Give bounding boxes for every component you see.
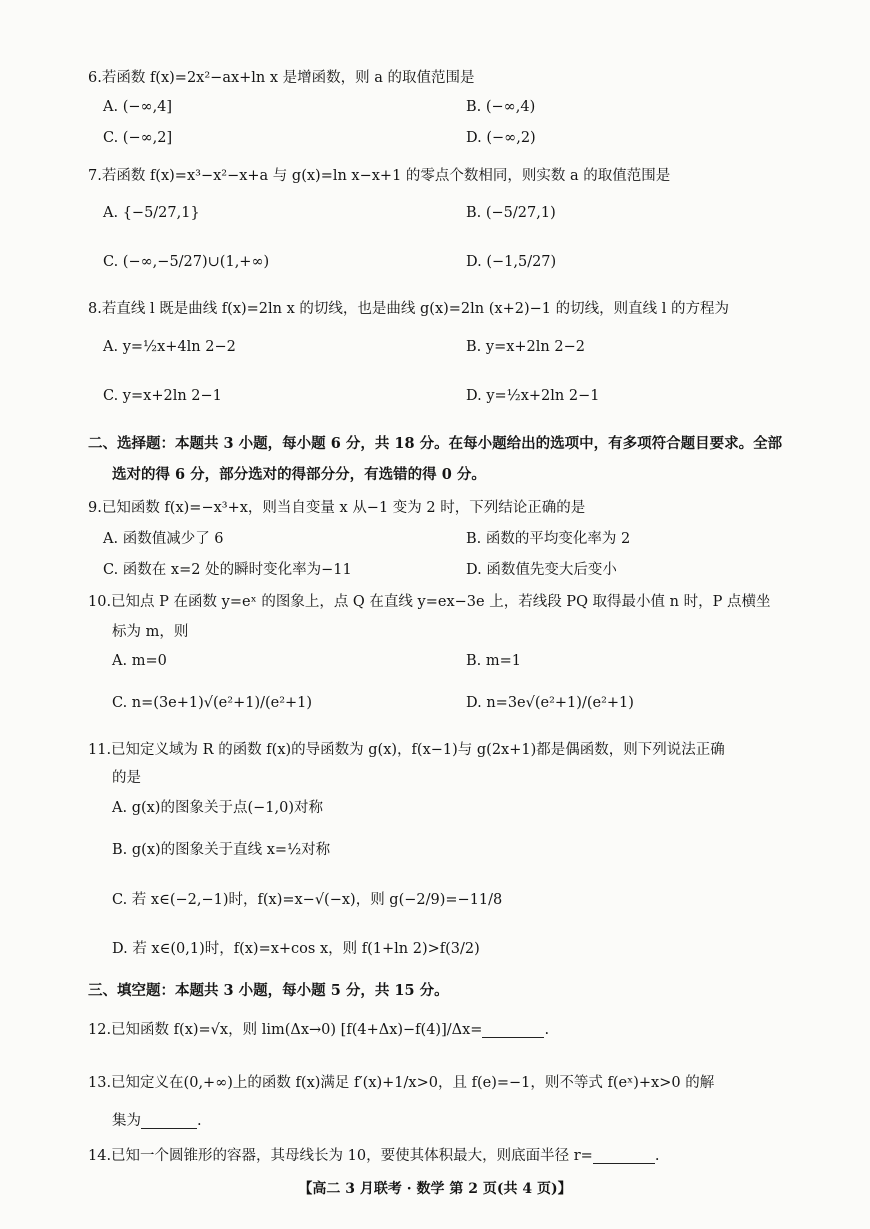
question-13-end: . [197,1113,202,1129]
question-10-stem-cont: 标为 m，则 [112,624,189,640]
question-10-option-a: A. m=0 [112,653,167,669]
question-9-option-b: B. 函数的平均变化率为 2 [466,531,631,547]
question-14-text: 14.已知一个圆锥形的容器，其母线长为 10，要使其体积最大，则底面半径 r= [88,1148,593,1164]
question-10-option-b: B. m=1 [466,653,521,669]
question-7-stem: 7.若函数 f(x)=x³−x²−x+a 与 g(x)=ln x−x+1 的零点个数相同，则实数 a 的取值范围是 [88,168,671,184]
question-6-option-d: D. (−∞,2) [466,130,536,146]
section-3-heading: 三、填空题：本题共 3 小题，每小题 5 分，共 15 分。 [88,982,449,999]
question-11-option-a: A. g(x)的图象关于点(−1,0)对称 [112,800,323,816]
section-2-heading: 二、选择题：本题共 3 小题，每小题 6 分，共 18 分。在每小题给出的选项中，有多项符合题目要求。全部 [88,435,783,452]
question-12-stem [88,1018,549,1039]
answer-blank-12[interactable] [482,1023,544,1038]
question-10-option-d: D. n=3e√(e²+1)/(e²+1) [466,695,634,711]
question-11-stem: 11.已知定义域为 R 的函数 f(x)的导函数为 g(x)，f(x−1)与 g(2x+1)都是偶函数，则下列说法正确 [88,742,725,758]
question-7-option-b: B. (−5/27,1) [466,205,556,221]
question-8-option-b: B. y=x+2ln 2−2 [466,339,585,355]
answer-blank-13[interactable] [141,1114,197,1129]
question-8-option-a: A. y=½x+4ln 2−2 [103,339,236,355]
question-11-option-d: D. 若 x∈(0,1)时，f(x)=x+cos x，则 f(1+ln 2)>f(3/2) [112,941,480,957]
question-6-option-c: C. (−∞,2] [103,130,173,146]
question-6-option-b: B. (−∞,4) [466,99,536,115]
question-9-option-d: D. 函数值先变大后变小 [466,562,617,578]
question-12-end: . [544,1022,550,1038]
question-14-end: . [654,1148,660,1164]
question-13-stem: 13.已知定义在(0,+∞)上的函数 f(x)满足 f′(x)+1/x>0，且 f(e)=−1，则不等式 f(eˣ)+x>0 的解 [88,1075,715,1091]
question-6-stem: 6.若函数 f(x)=2x²−ax+ln x 是增函数，则 a 的取值范围是 [88,70,475,86]
question-13-stem-cont [112,1109,202,1130]
question-10-stem: 10.已知点 P 在函数 y=eˣ 的图象上，点 Q 在直线 y=ex−3e 上，若线段 PQ 取得最小值 n 时，P 点横坐 [88,594,771,610]
question-11-stem-cont: 的是 [112,770,141,786]
question-7-option-d: D. (−1,5/27) [466,254,557,270]
question-8-option-c: C. y=x+2ln 2−1 [103,388,222,404]
question-7-option-a: A. {−5/27,1} [103,205,200,221]
question-11-option-c: C. 若 x∈(−2,−1)时，f(x)=x−√(−x)，则 g(−2/9)=−11/8 [112,892,503,908]
section-2-heading-cont: 选对的得 6 分，部分选对的得部分分，有选错的得 0 分。 [112,466,486,483]
question-12-text: 12.已知函数 f(x)=√x，则 lim(Δx→0) [f(4+Δx)−f(4)]/Δx= [88,1022,483,1038]
question-8-option-d: D. y=½x+2ln 2−1 [466,388,600,404]
question-14-stem [88,1144,659,1165]
question-6-option-a: A. (−∞,4] [103,99,173,115]
question-9-option-a: A. 函数值减少了 6 [103,531,224,547]
question-13-text: 集为 [112,1113,141,1129]
answer-blank-14[interactable] [593,1149,655,1164]
question-9-option-c: C. 函数在 x=2 处的瞬时变化率为−11 [103,562,352,578]
question-8-stem: 8.若直线 l 既是曲线 f(x)=2ln x 的切线，也是曲线 g(x)=2ln (x+2)−1 的切线，则直线 l 的方程为 [88,301,729,317]
question-10-option-c: C. n=(3e+1)√(e²+1)/(e²+1) [112,695,313,711]
question-7-option-c: C. (−∞,−5/27)∪(1,+∞) [103,254,270,270]
question-11-option-b: B. g(x)的图象关于直线 x=½对称 [112,842,331,858]
page-footer: 【高二 3 月联考 · 数学 第 2 页(共 4 页)】 [298,1181,572,1197]
question-9-stem: 9.已知函数 f(x)=−x³+x，则当自变量 x 从−1 变为 2 时，下列结论正确的是 [88,500,586,516]
